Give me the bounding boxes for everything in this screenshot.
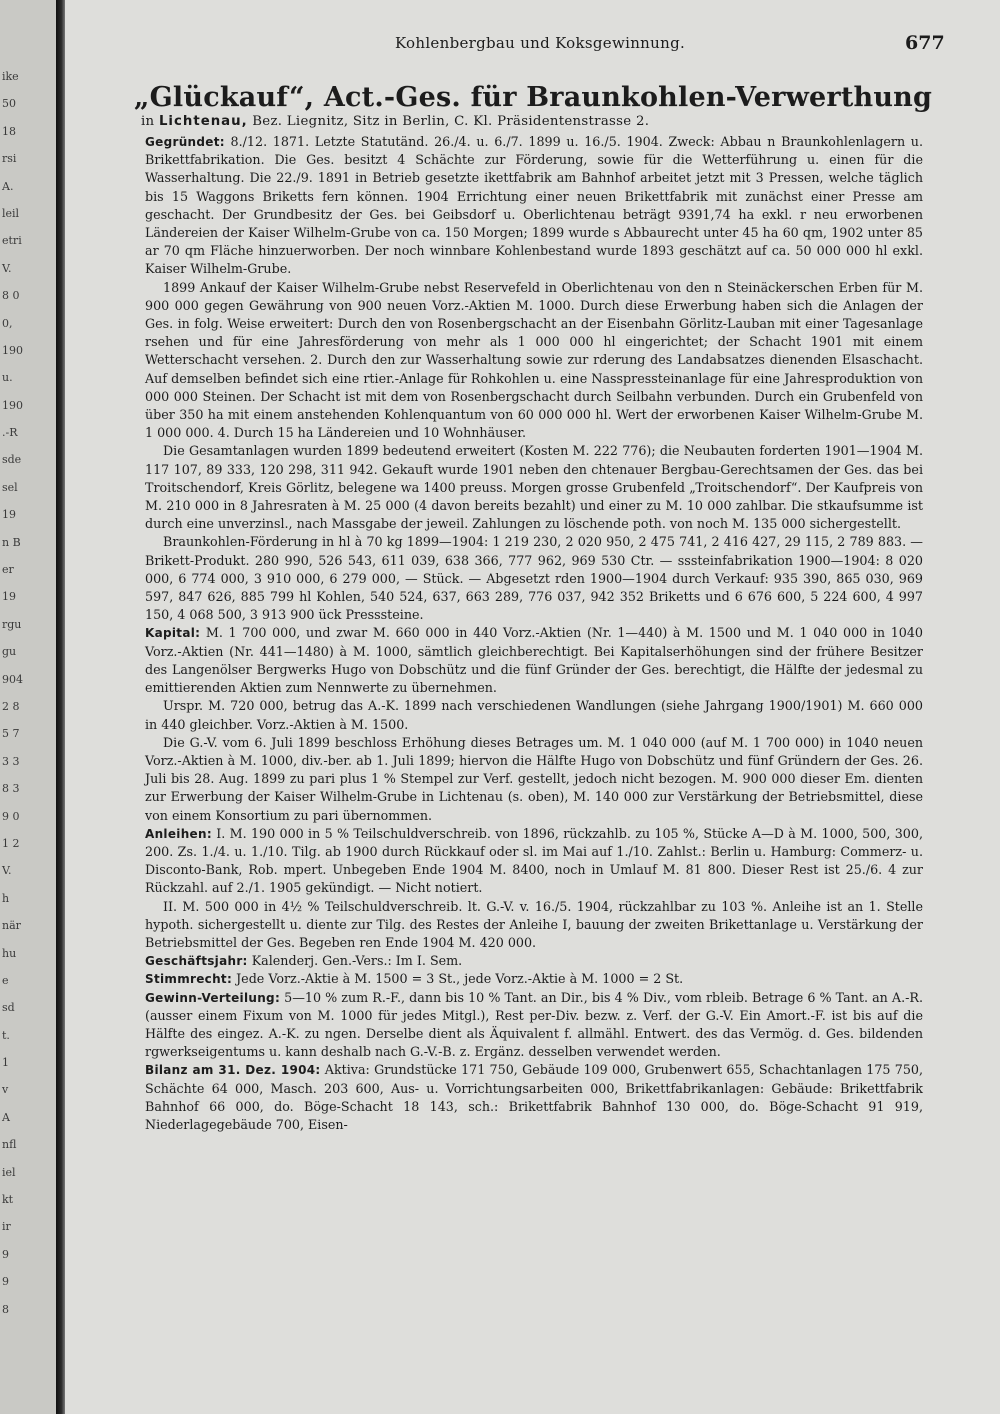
paragraph-text: 8./12. 1871. Letzte Statutänd. 26./4. u. 6./7. 1899 u. 16./5. 1904. Zweck: Abbau n Braunkohlenlagern u. Brikettfabrikation. Die Ges. besitzt 4 Schächte zur Förderung, sowie für die Wetterführung u. einen für die Wasserhaltung. Die 22./9. 1891 in Betrieb gesetzte ikettfabrik am Bahnhof arbeitet jetzt mit 3 Pressen, welche täglich bis 15 Waggons Briketts fern können. 1904 Errichtung einer neuen Brikettfabrik mit zunächst einer Presse am geschacht. Der Grundbesitz der Ges. bei Geibsdorf u. Oberlichtenau beträgt 9391,74 ha exkl. r neu erworbenen Ländereien der Kaiser Wilhelm-Grube von ca. 150 Morgen; 1899 wurde s Abbaurecht unter 45 ha 60 qm, 1902 unter 85 ar 70 qm Fläche hinzuerworben. Der noch winnbare Kohlenbestand wurde 1893 geschätzt auf ca. 50 000 000 hl exkl. Kaiser Wilhelm-Grube. bbox=[145, 134, 923, 277]
subtitle-place: Lichtenau, bbox=[158, 114, 248, 129]
paragraph-capital-increase bbox=[145, 734, 923, 825]
paragraph-fiscal-year bbox=[145, 952, 923, 970]
adjacent-page-fragment: er bbox=[2, 563, 14, 576]
paragraph-key: Geschäftsjahr: bbox=[145, 954, 248, 969]
book-gutter bbox=[56, 0, 65, 1414]
page-number: 677 bbox=[905, 32, 945, 54]
adjacent-page-fragment: A bbox=[2, 1111, 10, 1124]
adjacent-page-fragment: 1 bbox=[2, 1056, 9, 1069]
adjacent-page-fragment: etri bbox=[2, 234, 22, 247]
adjacent-page-fragment: 0, bbox=[2, 317, 13, 330]
paragraph-production bbox=[145, 533, 923, 624]
paragraph-key: Stimmrecht: bbox=[145, 972, 233, 987]
adjacent-page-fragment: leil bbox=[2, 207, 20, 220]
adjacent-page-fragment: 19 bbox=[2, 590, 16, 603]
adjacent-page-fragment: 9 0 bbox=[2, 810, 20, 823]
paragraph-text: M. 1 700 000, und zwar M. 660 000 in 440 Vorz.-Aktien (Nr. 1—440) à M. 1500 und M. 1 040 000 in 1040 Vorz.-Aktien (Nr. 441—1480) à M. 1000, sämtlich gleichberechtigt. Bei Kapitalserhöhungen sind der frühere Besitzer des Langenölser Bergwerks Hugo von Dobschütz und die fünf Gründer der Ges. berechtigt, die Hälfte der jedesmal zu emittierenden Aktien zum Nennwerte zu übernehmen. bbox=[145, 625, 923, 696]
adjacent-page-fragment: 8 bbox=[2, 1303, 9, 1316]
adjacent-page-fragment: u. bbox=[2, 371, 13, 384]
adjacent-page-fragment: .-R bbox=[2, 426, 18, 439]
subtitle-rest: Bez. Liegnitz, Sitz in Berlin, C. Kl. Präsidentenstrasse 2. bbox=[247, 114, 650, 129]
paragraph-founding bbox=[145, 133, 923, 279]
adjacent-page-fragment: 8 0 bbox=[2, 289, 20, 302]
paragraph-key: Gegründet: bbox=[145, 135, 225, 149]
paragraph-text: 1899 Ankauf der Kaiser Wilhelm-Grube nebst Reservefeld in Oberlichtenau von den n Steinäckerschen Erben für M. 900 000 gegen Gewährung von 900 neuen Vorz.-Aktien M. 1000. Durch diese Erwerbung haben sich die Anlagen der Ges. in folg. Weise erweitert: Durch den von Rosenbergschacht an der Eisenbahn Görlitz-Lauban mit einer Tagesanlage rsehen und für eine Jahresförderung von mehr als 1 000 000 hl eingerichtet; der Schacht 1901 mit einem Wetterschacht versehen. 2. Durch den zur Wasserhaltung sowie zur rderung des Landabsatzes dienenden Elsaschacht. Auf demselben befindet sich eine rtier.-Anlage für Rohkohlen u. eine Nasspressteinanlage für eine Jahresproduktion von 000 000 Steinen. Der Schacht ist mit dem von Rosenbergschacht durch Seilbahn verbunden. Durch ein Grubenfeld von über 350 ha mit einem anstehenden Kohlenquantum von 60 000 000 hl. Wert der erworbenen Kaiser Wilhelm-Grube M. 1 000 000. 4. Durch 15 ha Ländereien und 10 Wohnhäuser. bbox=[145, 279, 923, 441]
running-head: Kohlenbergbau und Koksgewinnung. bbox=[394, 34, 686, 52]
paragraph-capital bbox=[145, 624, 923, 697]
adjacent-page-fragment: n B bbox=[2, 536, 21, 549]
subtitle-prefix: in bbox=[141, 114, 159, 129]
adjacent-page-fragment: V. bbox=[2, 262, 12, 275]
adjacent-page-fragment: h bbox=[2, 892, 10, 905]
paragraph-text: I. M. 190 000 in 5 % Teilschuldverschreib. von 1896, rückzahlb. zu 105 %, Stücke A—D à M. 1000, 500, 300, 200. Zs. 1./4. u. 1./10. Tilg. ab 1900 durch Rückkauf oder sl. im Mai auf 1./10. Zahlst.: Berlin u. Hamburg: Commerz- u. Disconto-Bank, Rob. mpert. Unbegeben Ende 1904 M. 8400, noch in Umlauf M. 81 800. Dieser Rest ist 25./6. 4 zur Rückzahl. auf 2./1. 1905 gekündigt. — Nicht notiert. bbox=[145, 825, 923, 896]
adjacent-page-fragment: rsi bbox=[2, 152, 17, 165]
adjacent-page-fragment: 9 bbox=[2, 1275, 9, 1288]
paragraph-key: Gewinn-Verteilung: bbox=[145, 990, 281, 1005]
adjacent-page-fragment: v bbox=[2, 1083, 9, 1096]
adjacent-page-fragment: sde bbox=[2, 453, 22, 466]
paragraph-acquisition bbox=[145, 279, 923, 443]
paragraph-text: 5—10 % zum R.-F., dann bis 10 % Tant. an Dir., bis 4 % Div., vom rbleib. Betrage 6 % Tant. an A.-R. (ausser einem Fixum von M. 1000 für jedes Mitgl.), Rest per-Div. bezw. z. Verf. der G.-V. Ein Amort.-F. ist bis auf die Hälfte des eingez. A.-K. zu ngen. Derselbe dient als Äquivalent f. allmähl. Entwert. des das Vermög. d. Ges. bildenden rgwerkseigentums u. kann deshalb nach G.-V.-B. z. Ergänz. desselben verwendet werden. bbox=[145, 989, 923, 1060]
adjacent-page-fragment: t. bbox=[2, 1029, 10, 1042]
paragraph-capital-history bbox=[145, 697, 923, 733]
paragraph-bonds bbox=[145, 825, 923, 898]
adjacent-page-fragment: 1 2 bbox=[2, 837, 20, 850]
paragraph-balance bbox=[145, 1061, 923, 1134]
adjacent-page-fragment: sel bbox=[2, 481, 18, 494]
article-subtitle bbox=[141, 114, 921, 129]
paragraph-text: Urspr. M. 720 000, betrug das A.-K. 1899 nach verschiedenen Wandlungen (siehe Jahrgang 1900/1901) M. 660 000 in 440 gleichber. Vorz.-Aktien à M. 1500. bbox=[145, 698, 923, 732]
paragraph-facilities bbox=[145, 442, 923, 533]
paragraph-text: Die G.-V. vom 6. Juli 1899 beschloss Erhöhung dieses Betrages um. M. 1 040 000 (auf M. 1 700 000) in 1040 neuen Vorz.-Aktien à M. 1000, div.-ber. ab 1. Juli 1899; hiervon die Hälfte Hugo von Dobschütz und fünf Gründern der Ges. 26. Juli bis 28. Aug. 1899 zu pari plus 1 % Stempel zur Verf. gestellt, jedoch nicht bezogen. M. 900 000 dieser Em. dienten zur Erwerbung der Kaiser Wilhelm-Grube in Lichtenau (s. oben), M. 140 000 zur Verstärkung der Betriebsmittel, diese von einem Konsortium zu pari übernommen. bbox=[145, 734, 923, 823]
adjacent-page-fragment: rgu bbox=[2, 618, 22, 631]
adjacent-page-fragment: V. bbox=[2, 864, 12, 877]
paragraph-profit bbox=[145, 989, 923, 1062]
adjacent-page-fragment: 190 bbox=[2, 344, 23, 357]
adjacent-page-fragment: 19 bbox=[2, 508, 16, 521]
adjacent-page-fragment: sd bbox=[2, 1001, 15, 1014]
adjacent-page-fragment: 3 3 bbox=[2, 755, 20, 768]
adjacent-page-fragment: ir bbox=[2, 1220, 11, 1233]
adjacent-page-fragment: när bbox=[2, 919, 21, 932]
adjacent-page-fragment: ike bbox=[2, 70, 19, 83]
adjacent-page-fragment: iel bbox=[2, 1166, 16, 1179]
adjacent-page-fragment: 190 bbox=[2, 399, 23, 412]
adjacent-page-fragment: nfl bbox=[2, 1138, 17, 1151]
paragraph-key: Bilanz am 31. Dez. 1904: bbox=[145, 1063, 321, 1078]
adjacent-page-fragment: 904 bbox=[2, 673, 23, 686]
adjacent-page-fragment: e bbox=[2, 974, 9, 987]
paragraph-text: II. M. 500 000 in 4½ % Teilschuldverschreib. lt. G.-V. v. 16./5. 1904, rückzahlbar zu 103 %. Anleihe ist an 1. Stelle hypoth. sichergestellt u. diente zur Tilg. des Restes der Anleihe I, bauung der zweiten Brikettanlage u. Verstärkung der Betriebsmittel der Ges. Begeben ren Ende 1904 M. 420 000. bbox=[145, 898, 923, 950]
article-body bbox=[145, 133, 923, 1134]
adjacent-page-fragment: 9 bbox=[2, 1248, 9, 1261]
adjacent-page-fragment: kt bbox=[2, 1193, 14, 1206]
paragraph-voting bbox=[145, 970, 923, 988]
adjacent-page-fragment: 8 3 bbox=[2, 782, 20, 795]
paragraph-text: Kalenderj. Gen.-Vers.: Im I. Sem. bbox=[247, 953, 463, 969]
adjacent-page-fragment: 50 bbox=[2, 97, 16, 110]
article-title: „Glückauf“, Act.-Ges. für Braunkohlen-Verwerthung bbox=[133, 82, 933, 113]
adjacent-page-fragment: hu bbox=[2, 947, 17, 960]
paragraph-bonds-ii bbox=[145, 898, 923, 953]
paragraph-key: Kapital: bbox=[145, 626, 201, 641]
document-page bbox=[65, 0, 1000, 1414]
paragraph-text: Die Gesamtanlagen wurden 1899 bedeutend erweitert (Kosten M. 222 776); die Neubauten forderten 1901—1904 M. 117 107, 89 333, 120 298, 311 942. Gekauft wurde 1901 neben den chtenauer Bergbau-Gerechtsamen der Ges. das bei Troitschendorf, Kreis Görlitz, belegene wa 1400 preuss. Morgen grosse Grubenfeld „Troitschendorf“. Der Kaufpreis von M. 210 000 in 8 Jahresraten à M. 25 000 (4 davon bereits bezahlt) und einer zu M. 10 000 zahlbar. Die stkaufsumme ist durch eine unverzinsl., nach Massgabe der jeweil. Zahlungen zu löschende poth. von noch M. 135 000 sichergestellt. bbox=[145, 443, 923, 532]
adjacent-page-fragment: 18 bbox=[2, 125, 16, 138]
adjacent-page-fragment: A. bbox=[2, 180, 14, 193]
adjacent-page-strip bbox=[0, 0, 56, 1414]
paragraph-text: Aktiva: Grundstücke 171 750, Gebäude 109 000, Grubenwert 655, Schachtanlagen 175 750, Schächte 64 000, Masch. 203 600, Aus- u. Vorrichtungsarbeiten 000, Brikettfabrikanlagen: Gebäude: Brikettfabrik Bahnhof 66 000, do. Böge-Schacht 18 143, sch.: Brikettfabrik Bahnhof 130 000, do. Böge-Schacht 91 919, Niederlagegebäude 700, Eisen- bbox=[145, 1062, 923, 1132]
adjacent-page-fragment: 5 7 bbox=[2, 727, 20, 740]
paragraph-key: Anleihen: bbox=[145, 826, 212, 841]
adjacent-page-fragment: gu bbox=[2, 645, 17, 658]
paragraph-text: Jede Vorz.-Aktie à M. 1500 = 3 St., jede Vorz.-Aktie à M. 1000 = 2 St. bbox=[232, 971, 684, 987]
paragraph-text: Braunkohlen-Förderung in hl à 70 kg 1899—1904: 1 219 230, 2 020 950, 2 475 741, 2 416 427, 29 115, 2 789 883. — Brikett-Produkt. 280 990, 526 543, 611 039, 638 366, 777 962, 969 530 Ctr. — sssteinfabrikation 1900—1904: 8 020 000, 6 774 000, 3 910 000, 6 279 000, — Stück. — Abgesetzt rden 1900—1904 durch Verkauf: 935 390, 865 030, 969 597, 847 626, 885 799 hl Kohlen, 540 524, 637, 663 289, 776 037, 942 352 Briketts und 6 676 600, 5 224 600, 4 997 150, 4 068 500, 3 913 900 ück Presssteine. bbox=[145, 534, 923, 623]
adjacent-page-fragment: 2 8 bbox=[2, 700, 20, 713]
